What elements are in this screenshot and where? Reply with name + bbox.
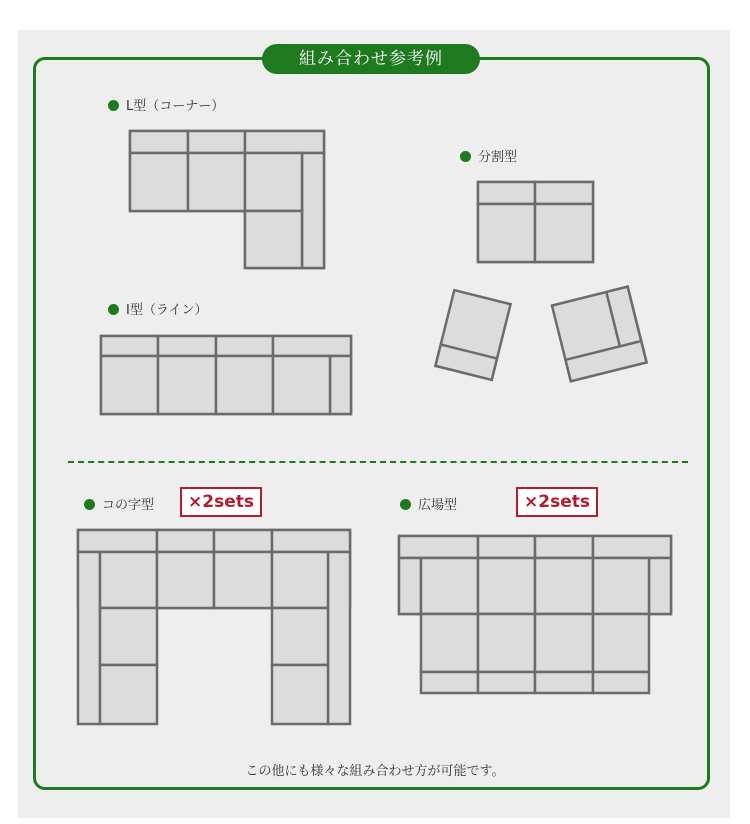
label-split-text: 分割型 (478, 150, 518, 165)
split-diagram (435, 182, 646, 381)
label-i-shape-text: I型（ライン） (126, 303, 208, 318)
badge-u-shape-2sets: ×2sets (180, 487, 262, 517)
wide-diagram (399, 536, 671, 693)
label-u-shape-text: コの字型 (102, 498, 155, 513)
badge-wide-2sets: ×2sets (516, 487, 598, 517)
panel-title: 組み合わせ参考例 (262, 44, 480, 74)
l-shape-diagram (130, 131, 324, 268)
i-shape-diagram (101, 336, 351, 414)
label-l-shape-text: L型（コーナー） (126, 99, 225, 114)
label-wide-text: 広場型 (418, 498, 458, 513)
u-shape-diagram (78, 530, 350, 724)
footnote-text: この他にも様々な組み合わせ方が可能です。 (245, 764, 505, 779)
